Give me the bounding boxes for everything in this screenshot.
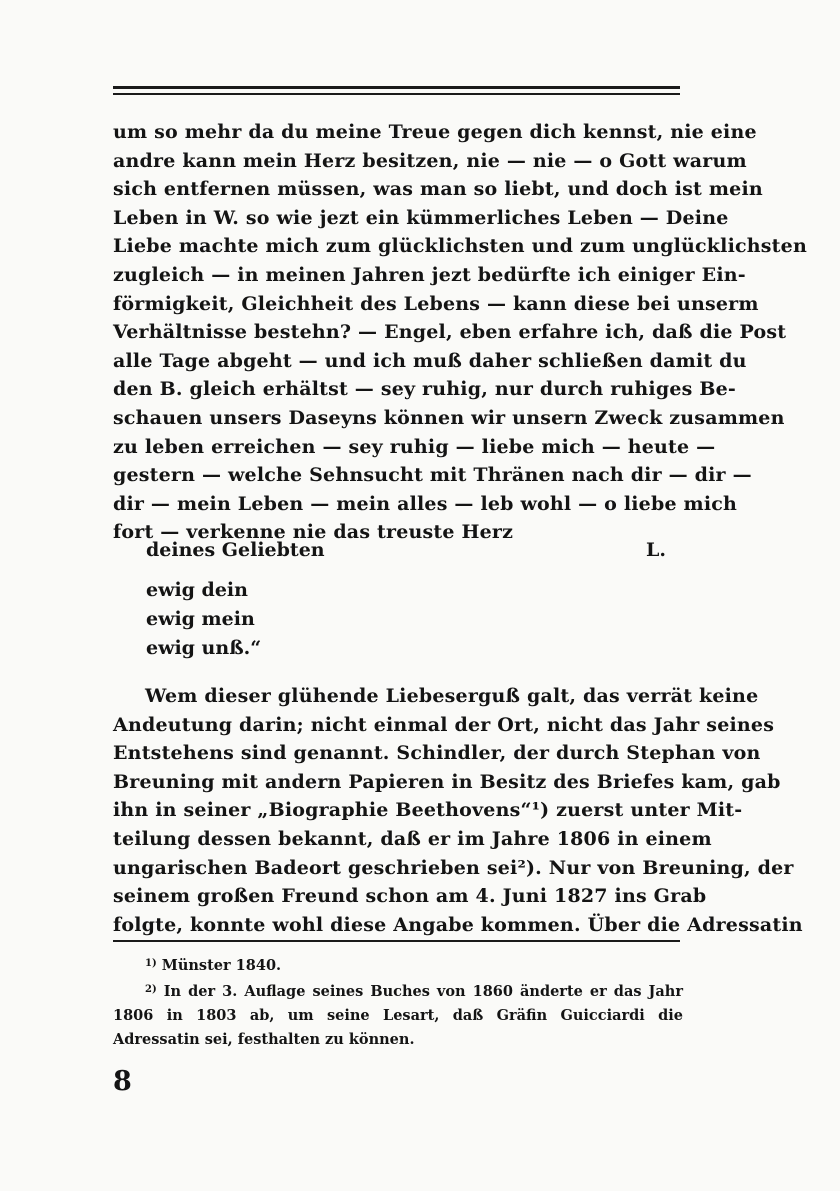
text-line: folgte, konnte wohl diese Angabe kommen. Über die Adressatin xyxy=(113,913,803,936)
text-line: Breuning mit andern Papieren in Besitz des Briefes kam, gab xyxy=(113,770,781,793)
text-line: ungarischen Badeort geschrieben sei²). Nur von Breuning, der xyxy=(113,856,794,879)
signature-label: deines Geliebten xyxy=(146,539,325,561)
text-line: Liebe machte mich zum glücklichsten und zum unglücklichsten xyxy=(113,235,807,258)
text-line: fort — verkenne nie das treuste Herz xyxy=(113,521,514,544)
closing-line: ewig unß.“ xyxy=(146,637,262,659)
text-line: schauen unsers Daseyns können wir unsern Zweck zusammen xyxy=(113,406,785,429)
text-line: Entstehens sind genannt. Schindler, der durch Stephan von xyxy=(113,742,761,765)
text-line: Andeutung darin; nicht einmal der Ort, nicht das Jahr seines xyxy=(113,713,775,736)
header-rule xyxy=(113,86,680,89)
text-line: um so mehr da du meine Treue gegen dich kennst, nie eine xyxy=(113,121,757,143)
closing-line: ewig mein xyxy=(146,608,255,630)
text-line: sich entfernen müssen, was man so liebt, und doch ist mein xyxy=(113,178,763,201)
footnote-text: Münster 1840. xyxy=(161,957,282,974)
text-line: Leben in W. so wie jezt ein kümmerliches Leben — Deine xyxy=(113,206,729,229)
text-line: ihn in seiner „Biographie Beethovens“¹) zuerst unter Mit- xyxy=(113,799,743,822)
footnote-2 xyxy=(113,978,683,1052)
text-line: andre kann mein Herz besitzen, nie — nie — o Gott warum xyxy=(113,149,747,172)
signature-row xyxy=(146,536,666,564)
text-line: gestern — welche Sehnsucht mit Thränen nach dir — dir — xyxy=(113,464,752,487)
footnote-rule xyxy=(113,940,680,942)
commentary-paragraph xyxy=(113,682,803,939)
header-rule-thin xyxy=(113,93,680,95)
text-line: den B. gleich erhältst — sey ruhig, nur durch ruhiges Be- xyxy=(113,378,736,401)
text-line: förmigkeit, Gleichheit des Lebens — kann diese bei unserm xyxy=(113,292,759,315)
text-line: zugleich — in meinen Jahren jezt bedürfte ich einiger Ein- xyxy=(113,263,746,286)
closing-line: ewig dein xyxy=(146,579,248,601)
footnotes xyxy=(113,952,683,1052)
footnote-number: 1) xyxy=(145,958,157,969)
text-line: teilung dessen bekannt, daß er im Jahre 1806 in einem xyxy=(113,827,712,850)
signature-initial: L. xyxy=(646,539,666,561)
footnote-1 xyxy=(113,952,683,978)
page-number: 8 xyxy=(113,1066,132,1097)
footnote-number: 2) xyxy=(145,984,157,995)
text-line: seinem großen Freund schon am 4. Juni 1827 ins Grab xyxy=(113,885,707,908)
text-line: alle Tage abgeht — und ich muß daher schließen damit du xyxy=(113,349,747,372)
text-line: Wem dieser glühende Liebeserguß galt, das verrät keine xyxy=(145,685,759,707)
letter-text xyxy=(113,118,807,547)
footnote-text: In der 3. Auflage seines Buches von 1860 änderte er das Jahr 1806 in 1803 ab, um seine Lesart, daß Gräfin Guicciardi die Adressatin sei, festhalten zu können. xyxy=(113,983,683,1048)
text-line: dir — mein Leben — mein alles — leb wohl — o liebe mich xyxy=(113,492,738,515)
text-line: zu leben erreichen — sey ruhig — liebe mich — heute — xyxy=(113,435,716,458)
text-line: Verhältnisse bestehn? — Engel, eben erfahre ich, daß die Post xyxy=(113,321,787,344)
letter-closing xyxy=(146,576,261,663)
